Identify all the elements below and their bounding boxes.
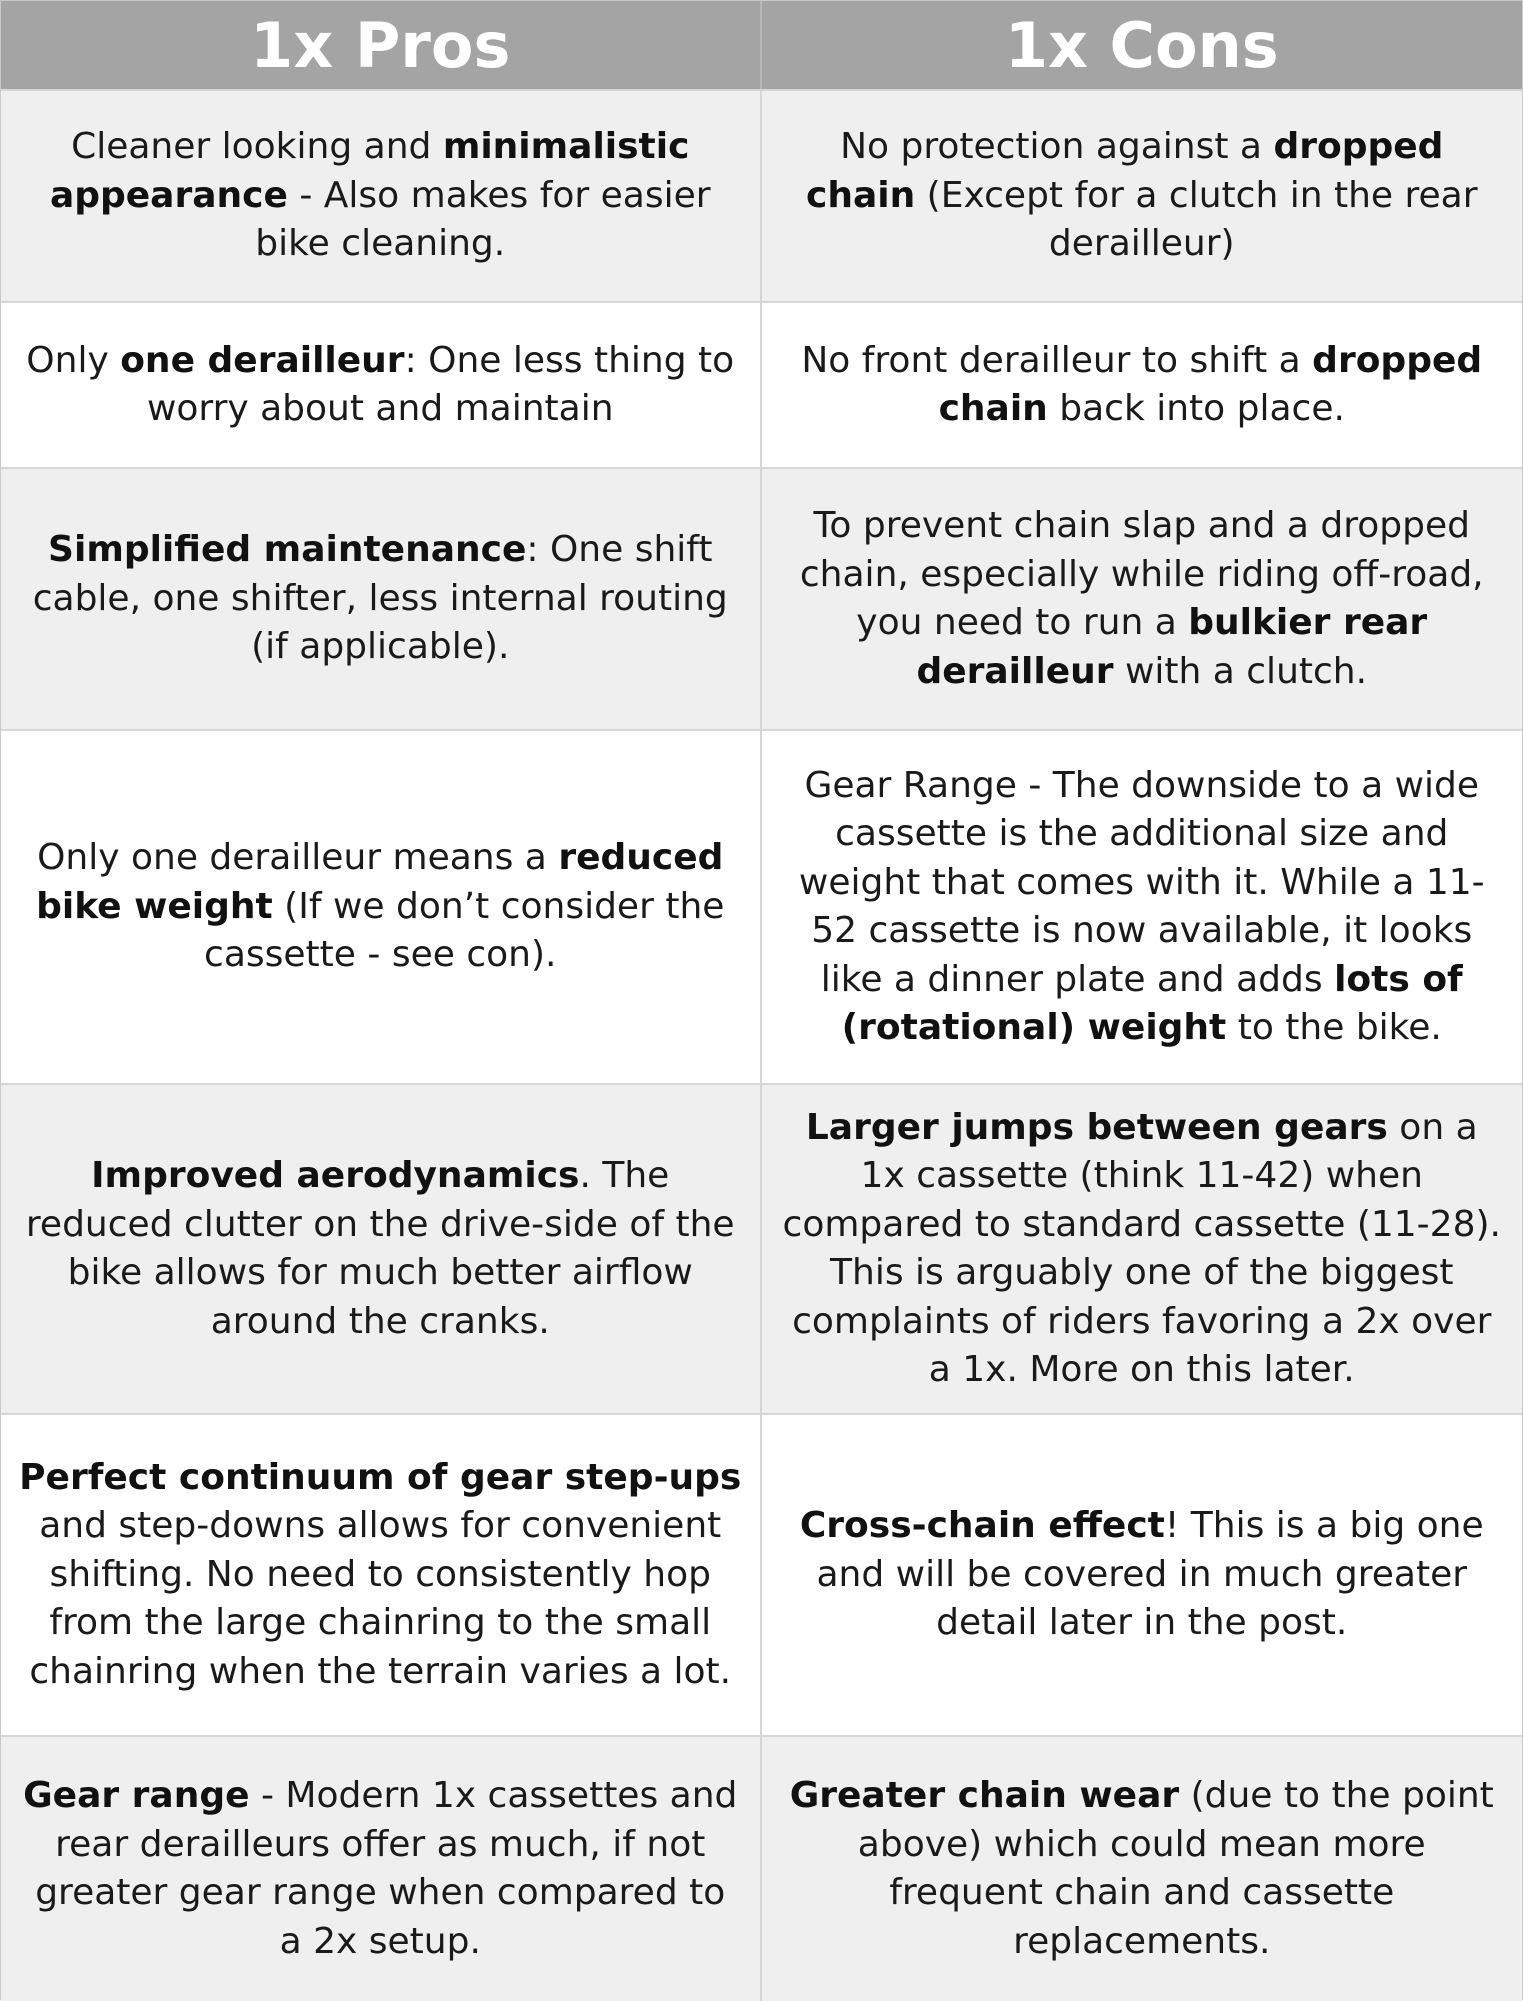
text-segment: to the bike. xyxy=(1226,1007,1442,1048)
bold-text: lots of (rotational) weight xyxy=(841,958,1463,1048)
text-segment: Gear Range - The downside to a wide cassette is the additional size and weight that comes with it. While a 11-52 cassette is now available, it looks like a dinner plate and adds xyxy=(798,764,1485,1000)
con-cell xyxy=(762,303,1523,467)
table-row xyxy=(1,731,1522,1085)
con-cell xyxy=(762,1085,1523,1413)
text-segment: Cleaner looking and xyxy=(71,126,443,168)
text-segment: (If we don’t consider the cassette - see con). xyxy=(204,885,725,976)
con-text xyxy=(780,1104,1505,1395)
bold-text: Simplified maintenance xyxy=(48,529,527,571)
cons-title: 1x Cons xyxy=(1004,9,1279,82)
text-segment: and step-downs allows for convenient shifting. No need to consistently hop from the large chainring to the small chainring when the terrain varies a lot. xyxy=(29,1505,732,1692)
table-row xyxy=(1,1085,1522,1415)
text-segment: (Except for a clutch in the rear derailleur) xyxy=(915,174,1478,265)
text-segment: : One shift cable, one shifter, less internal routing (if applicable). xyxy=(32,529,728,668)
table-row xyxy=(1,1415,1522,1737)
con-cell xyxy=(762,469,1523,729)
pro-cell xyxy=(1,1415,762,1735)
text-segment: back into place. xyxy=(1047,388,1345,429)
text-segment: with a clutch. xyxy=(1113,650,1368,692)
table-header xyxy=(1,1,1522,91)
text-segment: To prevent chain slap and a dropped chain, especially while riding off-road, you need to run a xyxy=(799,505,1484,643)
text-segment: ! This is a big one and will be covered in much greater detail later in the post. xyxy=(816,1505,1484,1644)
text-segment: : One less thing to worry about and maintain xyxy=(146,339,735,429)
bold-text: one derailleur xyxy=(120,339,405,381)
text-segment: Only xyxy=(26,339,121,381)
con-cell xyxy=(762,731,1523,1083)
pro-text xyxy=(19,123,742,269)
pro-cell xyxy=(1,731,762,1083)
con-text xyxy=(780,337,1505,434)
pro-cell xyxy=(1,469,762,729)
pro-cell xyxy=(1,303,762,467)
pro-cell xyxy=(1,1085,762,1413)
text-segment: Only one derailleur means a xyxy=(37,837,559,879)
text-segment: No front derailleur to shift a xyxy=(801,339,1313,381)
bold-text: Cross-chain effect xyxy=(799,1505,1165,1547)
con-cell xyxy=(762,91,1523,301)
text-segment: - Modern 1x cassettes and rear derailleurs offer as much, if not greater gear range when compared to a 2x setup. xyxy=(35,1775,738,1962)
bold-text: Greater chain wear xyxy=(789,1775,1180,1816)
pros-title: 1x Pros xyxy=(250,9,511,82)
bold-text: dropped chain xyxy=(805,126,1444,216)
table-row xyxy=(1,469,1522,731)
con-text xyxy=(780,502,1505,696)
pros-header xyxy=(1,1,762,89)
bold-text: Improved aerodynamics xyxy=(91,1155,580,1196)
con-cell xyxy=(762,1737,1523,2001)
con-text xyxy=(780,1502,1505,1648)
table-row xyxy=(1,1737,1522,2001)
con-text xyxy=(780,1772,1505,1966)
con-cell xyxy=(762,1415,1523,1735)
text-segment: - Also makes for easier bike cleaning. xyxy=(255,174,711,265)
bold-text: bulkier rear derailleur xyxy=(916,602,1428,692)
text-segment: . The reduced clutter on the drive-side of the bike allows for much better airflow around the cranks. xyxy=(25,1155,735,1342)
pro-text xyxy=(19,526,742,672)
pro-text xyxy=(19,1454,742,1697)
con-text xyxy=(780,762,1505,1053)
bold-text: reduced bike weight xyxy=(36,837,724,927)
pro-text xyxy=(19,834,742,980)
bold-text: Gear range xyxy=(23,1775,250,1816)
pro-cell xyxy=(1,1737,762,2001)
table-row xyxy=(1,91,1522,303)
text-segment: on a 1x cassette (think 11-42) when compared to standard cassette (11-28). This is arguably one of the biggest complaints of riders favoring a 2x over a 1x. More on this later. xyxy=(782,1106,1501,1390)
bold-text: Larger jumps between gears xyxy=(805,1106,1388,1148)
cons-header xyxy=(762,1,1523,89)
bold-text: Perfect continuum of gear step-ups xyxy=(19,1456,742,1498)
pro-text xyxy=(19,337,742,434)
pro-text xyxy=(19,1152,742,1346)
text-segment: No protection against a xyxy=(840,126,1274,168)
pro-text xyxy=(19,1772,742,1966)
bold-text: minimalistic appearance xyxy=(49,126,690,216)
pro-cell xyxy=(1,91,762,301)
table-row xyxy=(1,303,1522,469)
text-segment: (due to the point above) which could mean more frequent chain and cassette replacements. xyxy=(857,1775,1494,1962)
con-text xyxy=(780,123,1505,269)
bold-text: dropped chain xyxy=(938,339,1483,429)
